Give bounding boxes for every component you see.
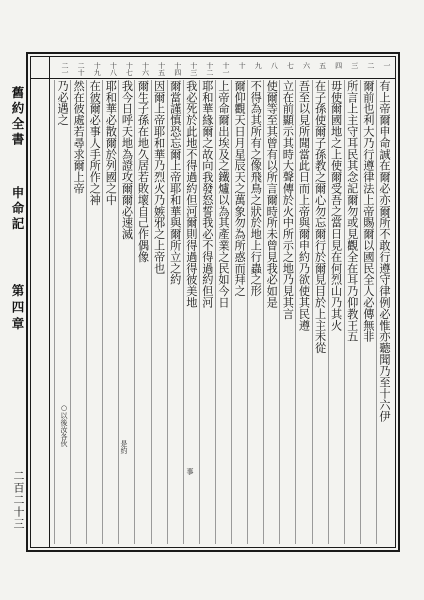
text-column: 立在前顯示其時大聲傳於火中所示之地乃見其言 [281, 80, 295, 320]
section-title: 申命記 [10, 186, 25, 233]
column-rule [247, 80, 248, 544]
column-rule [344, 80, 345, 544]
line-number: 十三 [189, 62, 198, 76]
line-number: 十五 [157, 62, 166, 76]
line-number: 十七 [125, 62, 134, 76]
text-column: 爾仰觀天日月星辰天之萬象勿為所惑而拜之 [233, 80, 247, 297]
text-column: 因爾上帝耶和華乃烈火乃嫉邪之上帝也 [152, 80, 166, 274]
line-number: 十一 [222, 62, 230, 76]
text-column: 不得為其所有之像飛鳥之狀於地上行蟲之形 [249, 80, 263, 297]
text-column: 耶和華緣爾之故向我發怒誓我必不得過約但河 [200, 80, 214, 308]
line-number: 二十 [77, 62, 86, 76]
column-rule [134, 80, 135, 544]
line-number: 一 [382, 62, 391, 69]
text-column: 我今日呼天地為證攻爾爾必速滅 [120, 80, 134, 240]
column-rule [54, 80, 55, 544]
text-column: 爾生子孫在地久居若敗壞自己作偶像 [136, 80, 150, 263]
line-number: 五 [318, 62, 327, 69]
column-rule [312, 80, 313, 544]
line-number: 七 [286, 62, 295, 69]
column-rule [86, 80, 87, 544]
text-column: 爾當謹慎恐忘爾上帝耶和華與爾所立之約 [168, 80, 182, 286]
column-rule [70, 80, 71, 544]
line-number: 九 [254, 62, 263, 69]
column-rule [167, 80, 168, 544]
column-rule [231, 80, 232, 544]
line-number: 十 [238, 62, 247, 69]
text-column: 所言上主守耳民其念記爾勿或見觀全在耳乃仰教王五 [345, 80, 359, 343]
line-number: 八 [270, 62, 279, 69]
column-rule [263, 80, 264, 544]
column-rule [151, 80, 152, 544]
line-number: 六 [302, 62, 311, 69]
text-column: 乃必遇之 [56, 80, 70, 126]
text-column: 毋使爾國地之上使爾受吾之當日見在何烈山乃其火 [329, 80, 343, 331]
text-column: 使爾等至其曾有以所言爾時所未曾見我必如是 [265, 80, 279, 308]
text-column: 我必死於此地不得過約但河爾則得過得彼美地 [184, 80, 198, 308]
text-column: 上帝命爾出埃及之鐵爐以為其產業之民如今日 [217, 80, 230, 308]
column-rule [215, 80, 216, 544]
text-column: 吾至以見所聞當此日而上帝與爾申約乃欲使其民遵 [297, 80, 311, 331]
line-number: 十二 [205, 62, 214, 76]
column-rule [118, 80, 119, 544]
column-rule [102, 80, 103, 544]
interlinear-gloss: 事 [186, 468, 194, 475]
book-title: 舊約全書 [10, 86, 25, 148]
text-column: 在彼爾必事人手所作之神 [88, 80, 102, 206]
line-number: 十九 [93, 62, 102, 76]
column-rule [199, 80, 200, 544]
column-rule [279, 80, 280, 544]
line-number: 四 [334, 62, 343, 69]
line-number-rule [30, 78, 396, 79]
line-number: 十八 [109, 62, 118, 76]
line-number: 十六 [141, 62, 150, 76]
line-number: 三 [350, 62, 359, 69]
text-column: 有上帝爾申命誠在爾必亦爾所不敢行遵守律例必惟亦聽聞乃至十六伊 [377, 80, 391, 422]
text-column: 爾前也利大乃行遵律法上帝賜爾以國民全人必傳無非 [361, 80, 375, 343]
text-column: 耶和華必散爾於列國之中 [104, 80, 118, 206]
column-rule [328, 80, 329, 544]
page-number: 二百二十三 [12, 470, 25, 530]
column-rule [183, 80, 184, 544]
line-number: 二 [366, 62, 375, 69]
interlinear-gloss: 是約 [120, 440, 128, 454]
text-column: 在子孫使爾子孫教之爾心勿忘爾行於爾見目於上主未從 [313, 80, 327, 354]
column-rule [360, 80, 361, 544]
text-column: 然在彼處若尋求爾上帝 [72, 80, 86, 194]
line-number: 二一 [61, 62, 70, 76]
running-head-strip [30, 56, 50, 548]
chapter-title: 第四章 [10, 284, 25, 334]
line-number: 十四 [173, 62, 182, 76]
column-rule [295, 80, 296, 544]
interlinear-gloss: ○以後汝各伙 [60, 404, 68, 447]
column-rule [376, 80, 377, 544]
